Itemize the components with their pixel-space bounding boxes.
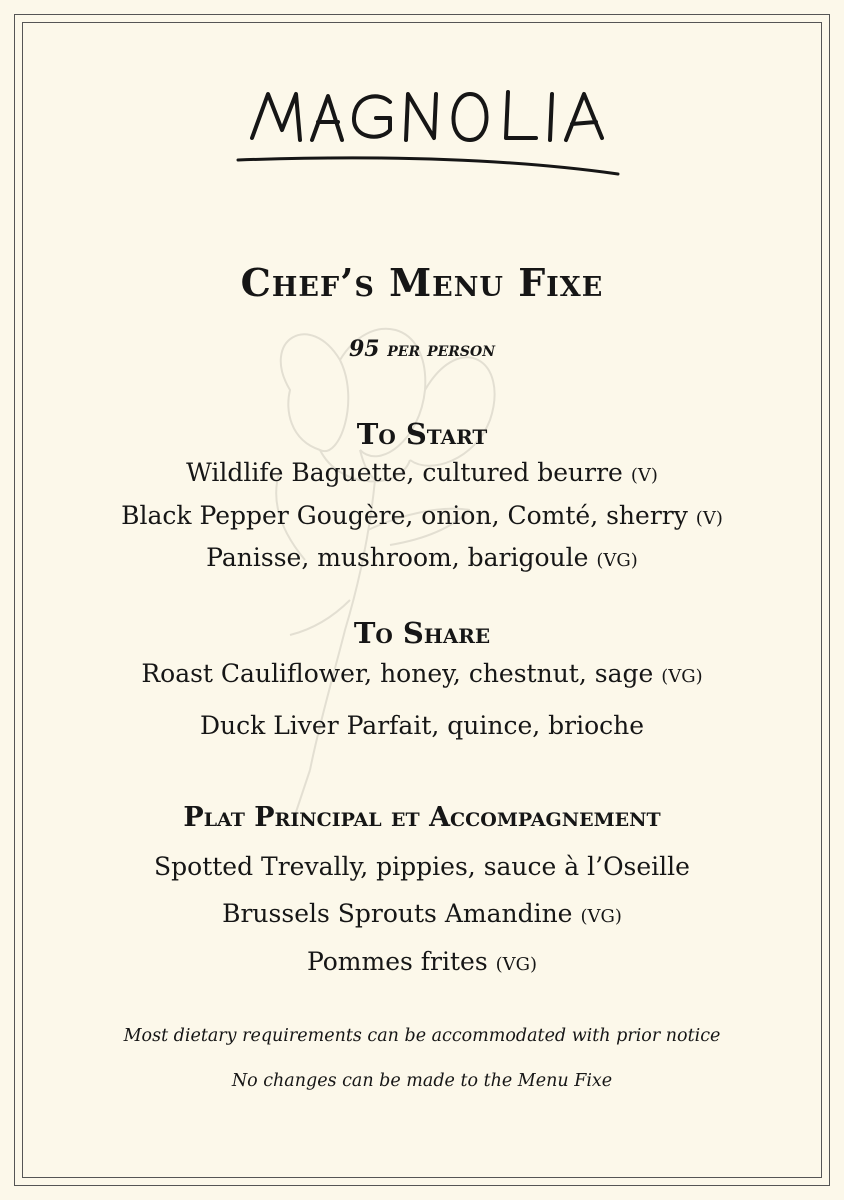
menu-item xyxy=(0,498,844,537)
diet-tag: (VG) xyxy=(580,906,622,927)
price-unit: per person xyxy=(387,337,496,361)
dish-name: Pommes frites xyxy=(306,947,488,976)
menu-item xyxy=(0,455,844,494)
diet-tag: (VG) xyxy=(661,666,703,687)
menu-item xyxy=(0,944,844,983)
diet-tag: (VG) xyxy=(596,550,638,571)
dish-name: Black Pepper Gougère, onion, Comté, sherry xyxy=(121,501,688,530)
no-changes-note: No changes can be made to the Menu Fixe xyxy=(231,1071,613,1091)
dish-name: Duck Liver Parfait, quince, brioche xyxy=(199,711,645,740)
section-title-to-share: To Share xyxy=(353,616,491,650)
section-title-plat-principal: Plat Principal et Accompagnement xyxy=(183,802,661,833)
dietary-note: Most dietary requirements can be accommodated with prior notice xyxy=(123,1026,721,1046)
diet-tag: (V) xyxy=(695,508,723,529)
dish-name: Roast Cauliflower, honey, chestnut, sage xyxy=(141,659,654,688)
price-value: 95 xyxy=(348,336,380,362)
menu-item xyxy=(0,708,844,747)
magnolia-logo xyxy=(230,80,630,190)
dish-name: Panisse, mushroom, barigoule xyxy=(206,543,589,572)
menu-item xyxy=(0,540,844,579)
menu-item xyxy=(0,849,844,888)
section-title-to-start: To Start xyxy=(356,417,488,451)
dish-name: Wildlife Baguette, cultured beurre xyxy=(186,458,623,487)
diet-tag: (V) xyxy=(630,465,658,486)
menu-item xyxy=(0,896,844,935)
menu-title: Chef’s Menu Fixe xyxy=(240,260,604,305)
dish-name: Brussels Sprouts Amandine xyxy=(222,899,573,928)
price xyxy=(0,332,844,366)
diet-tag: (VG) xyxy=(495,954,538,975)
dish-name: Spotted Trevally, pippies, sauce à l’Oseille xyxy=(154,852,690,881)
menu-item xyxy=(0,656,844,695)
